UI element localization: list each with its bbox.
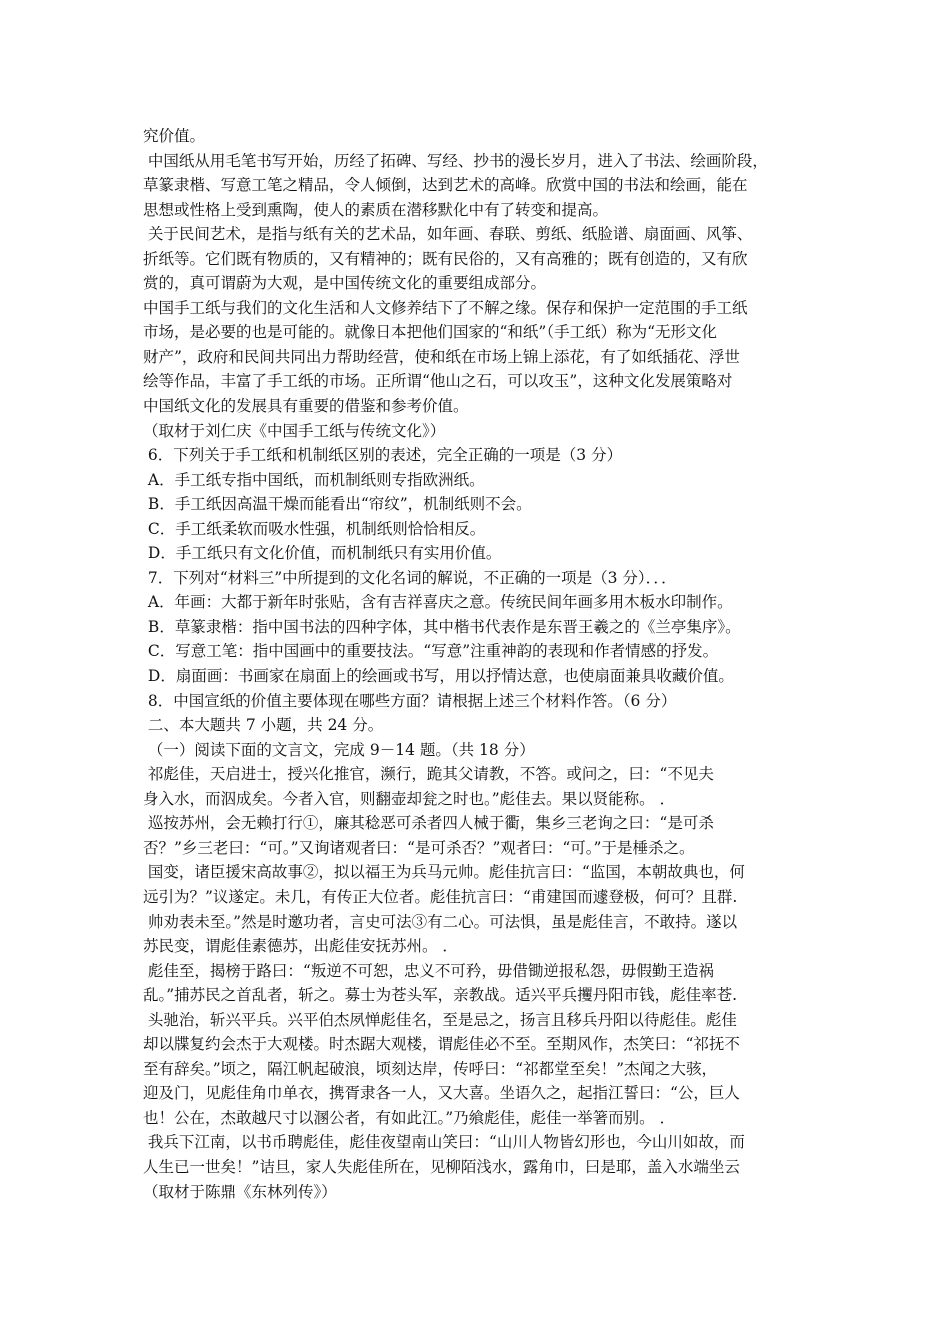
text-line: 究价值。 <box>143 127 206 145</box>
document-text <box>143 124 823 1204</box>
text-line: 彪佳至，揭榜于路曰：“叛逆不可恕，忠义不可矜，毋借锄逆报私怨，毋假勤王造祸 <box>143 961 714 980</box>
text-line: D．扇面画：书画家在扇面上的绘画或书写，用以抒情达意，也使扇面兼具收藏价值。 <box>143 667 734 686</box>
text-line: 祁彪佳，天启进士，授兴化推官，濒行，跪其父请教，不答。或问之，曰：“不见夫 <box>143 765 714 784</box>
text-line: （一）阅读下面的文言文，完成 9－14 题。（共 18 分） <box>143 740 535 759</box>
text-line: 身入水，而泅成矣。今者入官，则翻壶却瓮之时也。”彪佳去。果以贤能称。 ． <box>143 789 676 808</box>
text-line: 却以牒复约会杰于大观楼。时杰踞大观楼，谓彪佳必不至。至期风作，杰笑曰：“祁抚不 <box>143 1035 740 1054</box>
text-line: 人生已一世矣！”诘旦，家人失彪佳所在，见柳陌浅水，露角巾，曰是耶，盖入水端坐云 <box>143 1157 740 1176</box>
text-line: 迎及门，见彪佳角巾单衣，携胥隶各一人，又大喜。坐语久之，起指江誓曰：“公，巨人 <box>143 1084 740 1103</box>
text-line: 折纸等。它们既有物质的，又有精神的；既有民俗的，又有高雅的；既有创造的，又有欣 <box>143 249 748 268</box>
text-line: B．草篆隶楷：指中国书法的四种字体，其中楷书代表作是东晋王羲之的《兰亭集序》。 <box>143 617 741 636</box>
text-line: 思想或性格上受到熏陶，使人的素质在潜移默化中有了转变和提高。 <box>143 200 609 219</box>
text-line: 苏民变，谓彪佳素德苏，出彪佳安抚苏州。 ． <box>143 937 458 956</box>
text-line: 我兵下江南，以书币聘彪佳，彪佳夜望南山笑曰：“山川人物皆幻形也，今山川如故，而 <box>143 1133 745 1152</box>
text-line: B．手工纸因高温干燥而能看出“帘纹”，机制纸则不会。 <box>143 495 532 514</box>
text-line: 关于民间艺术，是指与纸有关的艺术品，如年画、春联、剪纸、纸脸谱、扇面画、风筝、 <box>143 225 753 244</box>
text-line: C．手工纸柔软而吸水性强，机制纸则恰恰相反。 <box>143 519 486 538</box>
text-line: 绘等作品，丰富了手工纸的市场。正所谓“他山之石，可以攻玉”，这种文化发展策略对 <box>143 372 733 391</box>
text-line: 否？”乡三老曰：“可。”又询诸观者曰：“是可杀否？”观者曰：“可。”于是棰杀之。 <box>143 838 695 857</box>
text-line: 8．中国宣纸的价值主要体现在哪些方面？请根据上述三个材料作答。（6 分） <box>143 691 677 710</box>
text-line: （取材于刘仁庆《中国手工纸与传统文化》） <box>143 421 446 440</box>
text-line: 至有辞矣。”顷之，隔江帆起破浪，顷刻达岸，传呼曰：“祁都堂至矣！”杰闻之大骇， <box>143 1059 718 1078</box>
text-line: 帅劝表未至。”然是时邀功者，言史可法③有二心。可法惧，虽是彪佳言，不敢持。遂以 <box>143 912 738 931</box>
text-line: 国变，诸臣援宋高故事②，拟以福王为兵马元帅。彪佳抗言曰：“监国，本朝故典也，何 <box>143 863 745 882</box>
text-line: A．年画：大都于新年时张贴，含有吉祥喜庆之意。传统民间年画多用木板水印制作。 <box>143 593 733 612</box>
text-line: 头驰治，斩兴平兵。兴平伯杰夙惮彪佳名，至是忌之，扬言且移兵丹阳以待彪佳。彪佳 <box>143 1010 737 1029</box>
text-line: 中国纸从用毛笔书写开始，历经了拓碑、写经、抄书的漫长岁月，进入了书法、绘画阶段， <box>143 151 768 170</box>
text-line: 6．下列关于手工纸和机制纸区别的表述，完全正确的一项是（3 分） <box>143 446 623 465</box>
text-line: 赏的，真可谓蔚为大观，是中国传统文化的重要组成部分。 <box>143 274 547 293</box>
text-line: A．手工纸专指中国纸，而机制纸则专指欧洲纸。 <box>143 470 485 489</box>
text-line: 乱。”捕苏民之首乱者，斩之。募士为苍头军，亲教战。适兴平兵攫丹阳市钱，彪佳率苍. <box>143 986 738 1005</box>
text-line: 远引为？”议遂定。未几，有传正大位者。彪佳抗言曰：“甫建国而遽登极，何可？且群. <box>143 887 738 906</box>
text-line: 7．下列对“材料三”中所提到的文化名词的解说，不正确的一项是（3 分）．．． <box>143 568 677 587</box>
text-line: 二、本大题共 7 小题，共 24 分。 <box>143 716 384 735</box>
text-line: 也！公在，杰敢越尺寸以溷公者，有如此江。”乃飨彪佳，彪佳一举箸而别。 ． <box>143 1108 676 1127</box>
text-line: C．写意工笔：指中国画中的重要技法。“写意”注重神韵的表现和作者情感的抒发。 <box>143 642 719 661</box>
text-line: 草篆隶楷、写意工笔之精品，令人倾倒，达到艺术的高峰。欣赏中国的书法和绘画，能在 <box>143 176 748 195</box>
text-line: 巡按苏州，会无赖打行①，廉其稔恶可杀者四人械于衢，集乡三老询之曰：“是可杀 <box>143 814 714 833</box>
text-line: 中国纸文化的发展具有重要的借鉴和参考价值。 <box>143 397 469 416</box>
text-line: 财产”，政府和民间共同出力帮助经营，使和纸在市场上锦上添花，有了如纸插花、浮世 <box>143 347 740 366</box>
text-line: （取材于陈鼎《东林列传》） <box>143 1182 337 1201</box>
text-line: 中国手工纸与我们的文化生活和人文修养结下了不解之缘。保存和保护一定范围的手工纸 <box>143 298 748 317</box>
text-line: D．手工纸只有文化价值，而机制纸只有实用价值。 <box>143 544 502 563</box>
text-line: 市场，是必要的也是可能的。就像日本把他们国家的“和纸”（手工纸）称为“无形文化 <box>143 323 718 342</box>
